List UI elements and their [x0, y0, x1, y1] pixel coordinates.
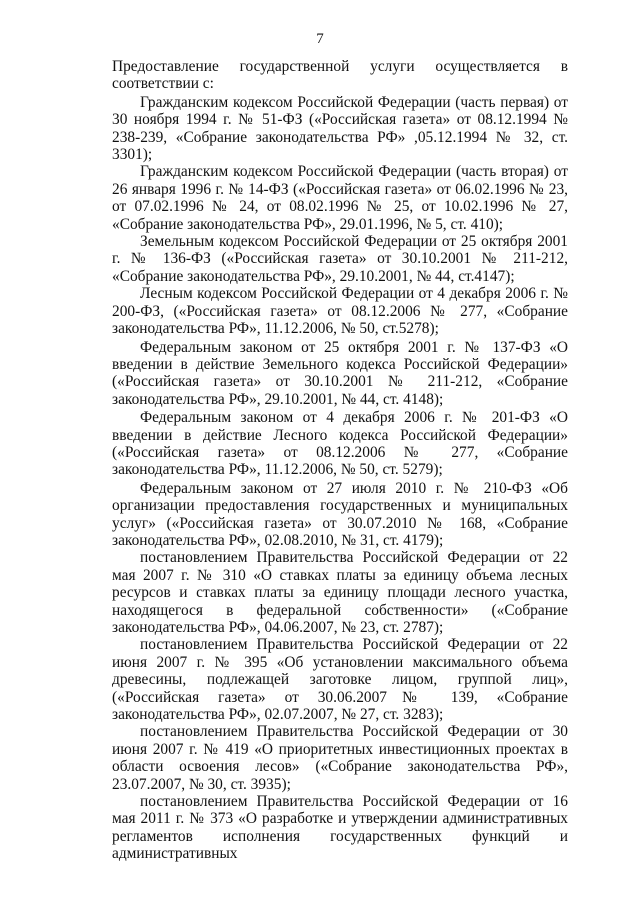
civil-code-part-two-paragraph: Гражданским кодексом Российской Федерации (часть вторая) от 26 января 1996 г. № 14-ФЗ («Российская газета» от 06.02.1996 № 23, от 07.02.1996 № 24, от 08.02.1996 № 25, от 10.02.1996 № 27, «Собрание законодательства РФ», 29.01.1996, № 5, ст. 410); [112, 163, 568, 233]
federal-law-201-paragraph: Федеральным законом от 4 декабря 2006 г. № 201-ФЗ «О введении в действие Лесного кодекса Российской Федерации» («Российская газета» от 08.12.2006 № 277, «Собрание законодательства РФ», 11.12.2006, № 50, ст. 5279); [112, 409, 568, 479]
resolution-310-paragraph: постановлением Правительства Российской Федерации от 22 мая 2007 г. № 310 «О ставках платы за единицу объема лесных ресурсов и ставках платы за единицу площади лесного участка, находящегося в федеральной собственности» («Собрание законодательства РФ», 04.06.2007, № 23, ст. 2787); [112, 549, 568, 636]
document-body [112, 58, 568, 863]
forest-code-paragraph: Лесным кодексом Российской Федерации от 4 декабря 2006 г. № 200-ФЗ, («Российская газета» от 08.12.2006 № 277, «Собрание законодательства РФ», 11.12.2006, № 50, ст.5278); [112, 285, 568, 338]
page-number: 7 [316, 31, 324, 47]
resolution-395-paragraph: постановлением Правительства Российской Федерации от 22 июня 2007 г. № 395 «Об установлении максимального объема древесины, подлежащей заготовке лицом, группой лиц», («Российская газета» от 30.06.2007№ 139, «Собрание законодательства РФ», 02.07.2007, № 27, ст. 3283); [112, 636, 568, 724]
civil-code-part-one-paragraph: Гражданским кодексом Российской Федерации (часть первая) от 30 ноября 1994 г. № 51-ФЗ («Российская газета» от 08.12.1994 № 238-239, «Собрание законодательства РФ» ,05.12.1994 № 32, ст. 3301); [112, 93, 568, 164]
intro-paragraph: Предоставление государственной услуги осуществляется в соответствии с: [112, 58, 568, 93]
federal-law-137-paragraph: Федеральным законом от 25 октября 2001 г. № 137-ФЗ «О введении в действие Земельного кодекса Российской Федерации» («Российская газета» от 30.10.2001 № 211-212, «Собрание законодательства РФ», 29.10.2001, № 44, ст. 4148); [112, 338, 568, 408]
federal-law-210-paragraph: Федеральным законом от 27 июля 2010 г. № 210-ФЗ «Об организации предоставления государственных и муниципальных услуг» («Российская газета» от 30.07.2010 № 168, «Собрание законодательства РФ», 02.08.2010, № 31, ст. 4179); [112, 479, 568, 549]
resolution-373-paragraph: постановлением Правительства Российской Федерации от 16 мая 2011 г. № 373 «О разработке и утверждении административных регламентов исполнения государственных функций и административных [112, 793, 568, 863]
land-code-paragraph: Земельным кодексом Российской Федерации от 25 октября 2001 г. № 136-ФЗ («Российская газета» от 30.10.2001 № 211-212, «Собрание законодательства РФ», 29.10.2001, № 44, ст.4147); [112, 233, 568, 285]
resolution-419-paragraph: постановлением Правительства Российской Федерации от 30 июня 2007 г. № 419 «О приоритетных инвестиционных проектах в области освоения лесов» («Собрание законодательства РФ», 23.07.2007, № 30, ст. 3935); [112, 723, 568, 793]
